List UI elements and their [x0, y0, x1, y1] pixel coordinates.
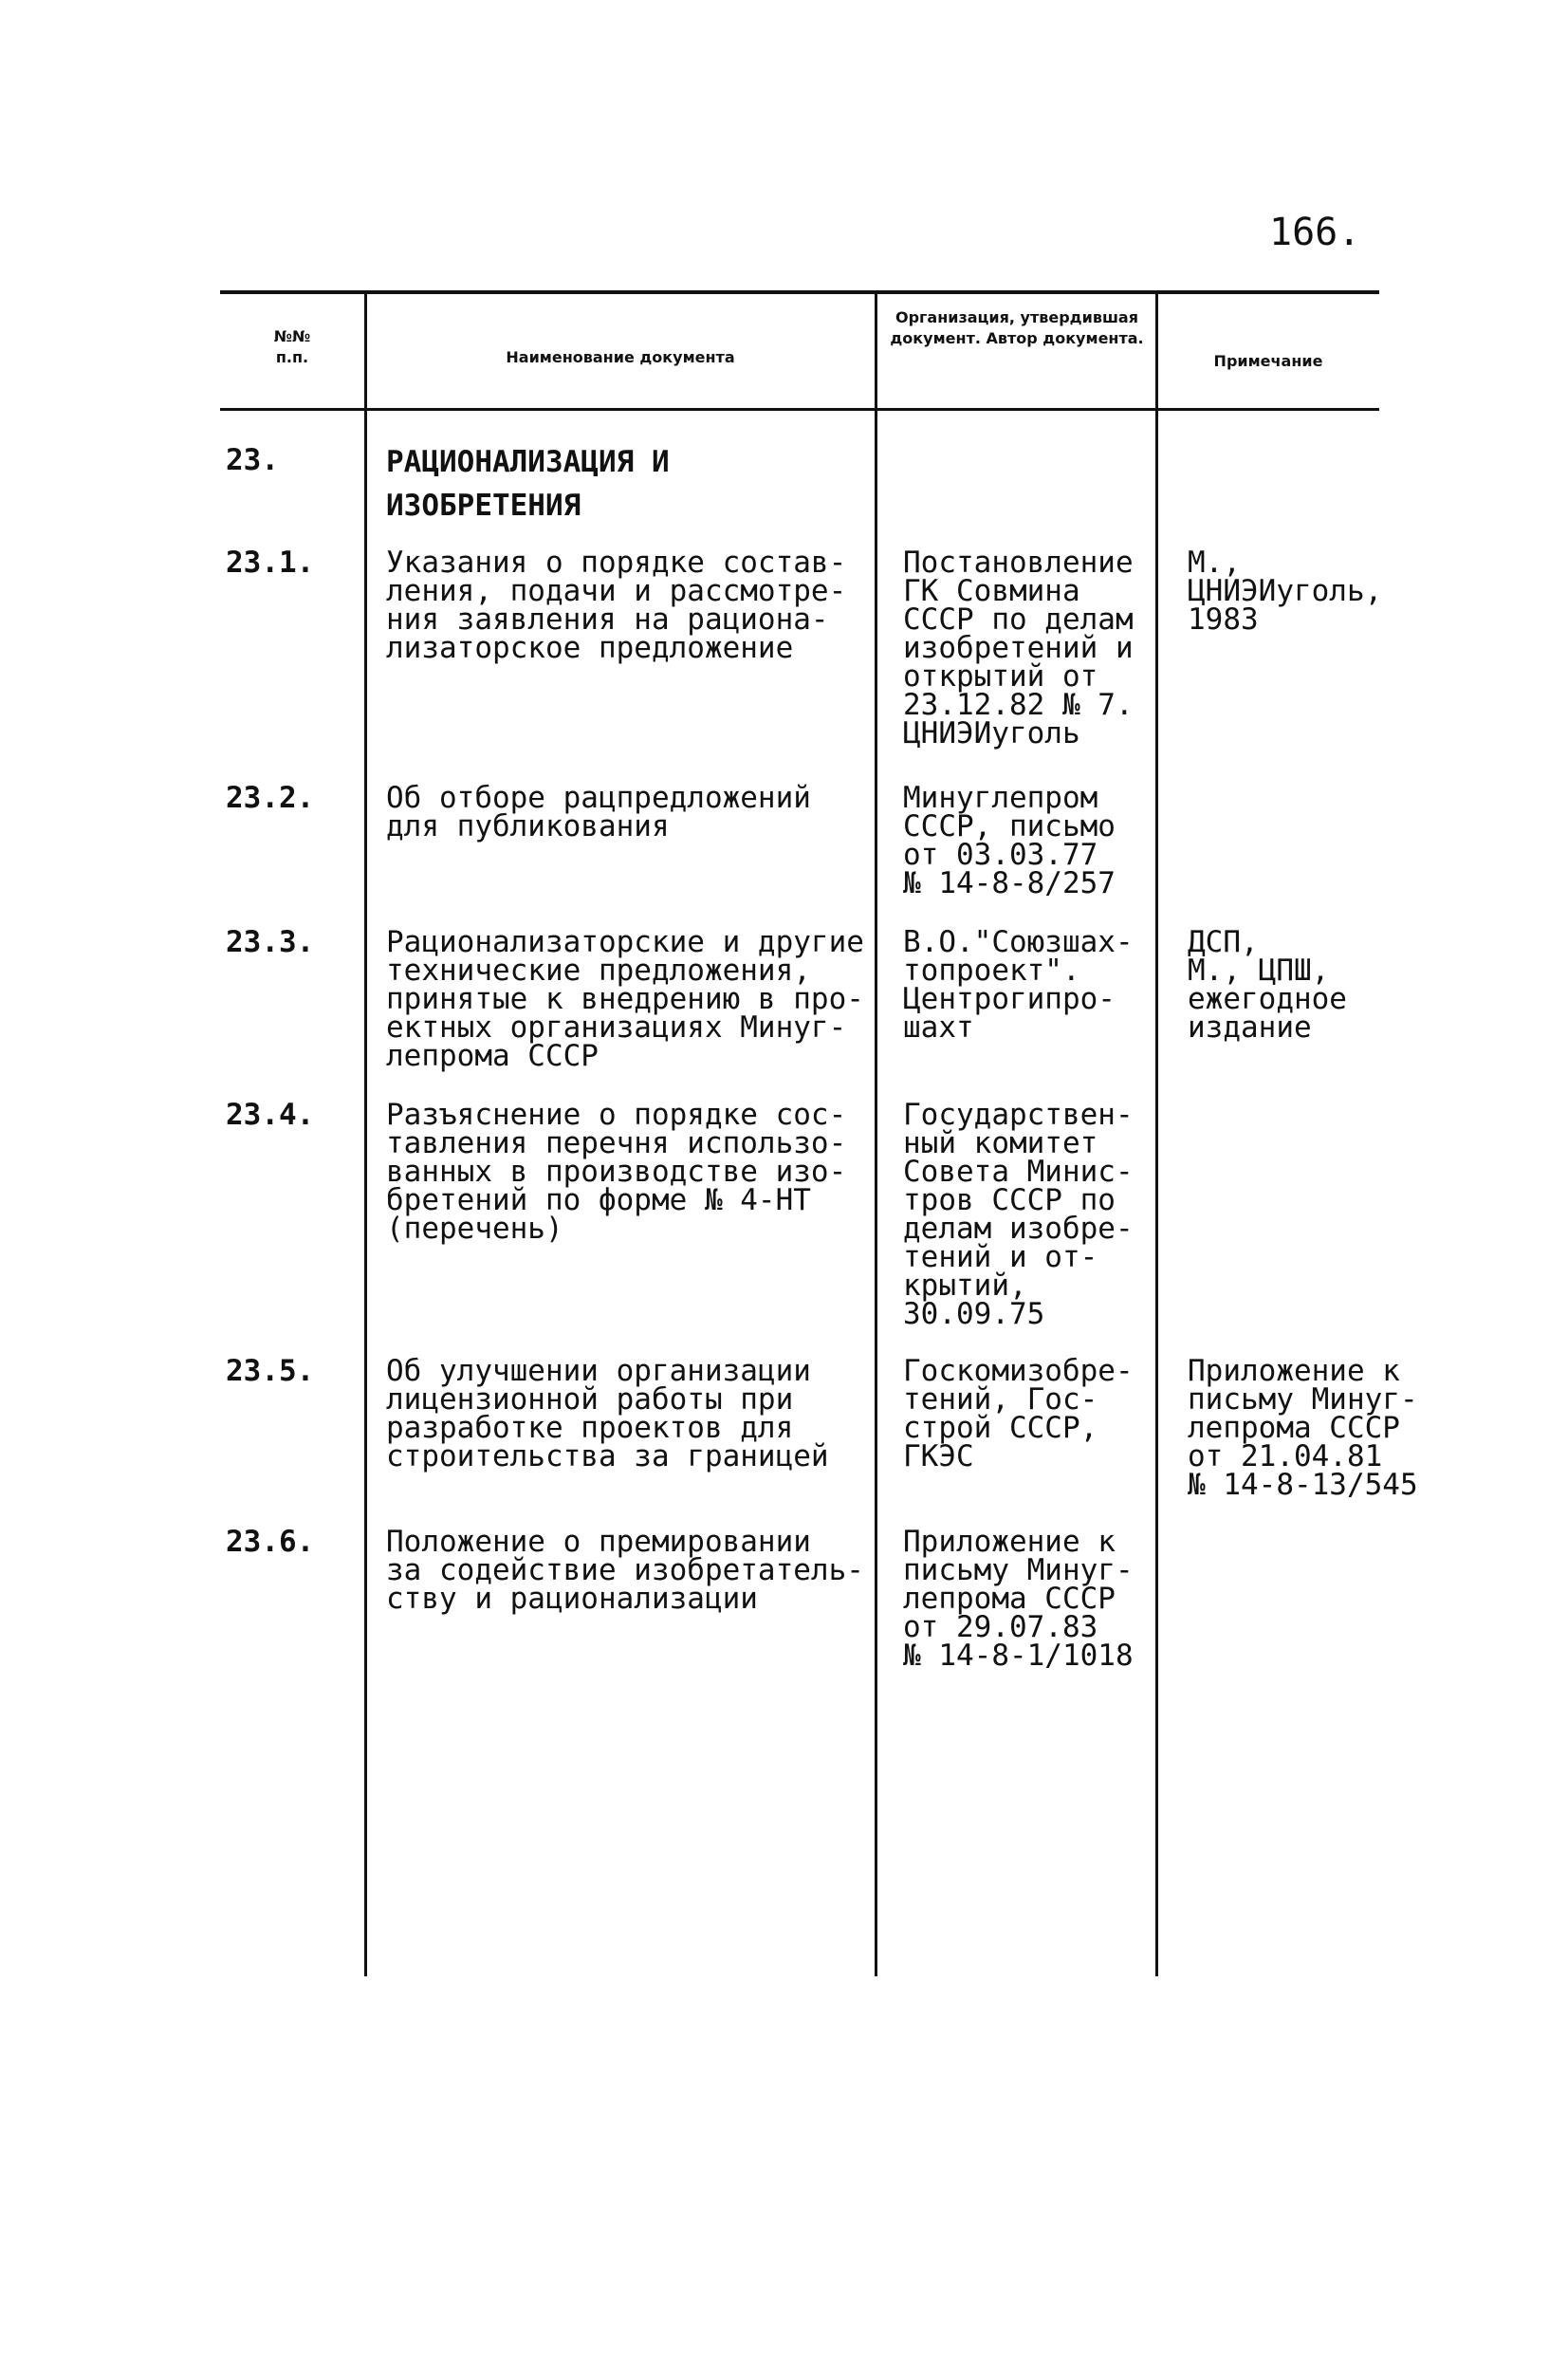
document-name: Разъяснение о порядке сос- тавления перечня использо- ванных в производстве изо- бретений по форме № 4-НТ (перечень)	[386, 1098, 847, 1246]
approving-organization: Постановление ГК Совмина СССР по делам изобретений и открытий от 23.12.82 № 7. ЦНИЭИуголь	[903, 546, 1134, 750]
document-name: Рационализаторские и другие технические предложения, принятые к внедрению в про- ектных организациях Минуг- лепрома СССР	[386, 925, 864, 1073]
row-number: 23.3.	[226, 925, 315, 959]
header-organization: Организация, утвердившая документ. Автор документа.	[890, 308, 1144, 347]
header-note: Примечание	[1213, 352, 1323, 370]
row-number: 23.5.	[226, 1354, 315, 1388]
approving-organization: Госкомизобре- тений, Гос- строй СССР, ГКЭС	[903, 1354, 1134, 1473]
document-name: Положение о премировании за содействие изобретатель- ству и рационализации	[386, 1525, 864, 1616]
header-bottom-rule	[220, 408, 1379, 411]
column-divider-2	[875, 292, 877, 1976]
document-name: Об отборе рацпредложений для публикования	[386, 781, 811, 843]
approving-organization: Приложение к письму Минуг- лепрома СССР от 29.07.83 № 14-8-1/1018	[903, 1525, 1134, 1673]
approving-organization: Государствен- ный комитет Совета Минис- тров СССР по делам изобре- тений и от- крытий, 30.09.75	[903, 1098, 1134, 1331]
document-name: Об улучшении организации лицензионной работы при разработке проектов для строительства за границей	[386, 1354, 829, 1473]
header-number: №№ п.п.	[273, 327, 311, 366]
table-top-rule	[220, 290, 1379, 294]
row-number: 23.4.	[226, 1098, 315, 1132]
note: Приложение к письму Минуг- лепрома СССР от 21.04.81 № 14-8-13/545	[1188, 1354, 1418, 1502]
column-divider-1	[364, 292, 367, 1976]
note: ДСП, М., ЦПШ, ежегодное издание	[1188, 925, 1347, 1045]
section-number: 23.	[226, 443, 279, 477]
column-divider-3	[1155, 292, 1158, 1976]
header-document-name: Наименование документа	[506, 348, 735, 366]
row-number: 23.1.	[226, 546, 315, 580]
approving-organization: В.О."Союзшах- топроект". Центрогипро- шахт	[903, 925, 1134, 1045]
document-name: Указания о порядке состав- ления, подачи и рассмотре- ния заявления на рациона- лизаторское предложение	[386, 546, 847, 665]
approving-organization: Минуглепром СССР, письмо от 03.03.77 № 14-8-8/257	[903, 781, 1116, 900]
row-number: 23.2.	[226, 781, 315, 815]
note: М., ЦНИЭИуголь, 1983	[1188, 546, 1383, 637]
row-number: 23.6.	[226, 1525, 315, 1559]
section-title: РАЦИОНАЛИЗАЦИЯ И ИЗОБРЕТЕНИЯ	[386, 445, 670, 523]
page-number: 166.	[1269, 211, 1361, 254]
